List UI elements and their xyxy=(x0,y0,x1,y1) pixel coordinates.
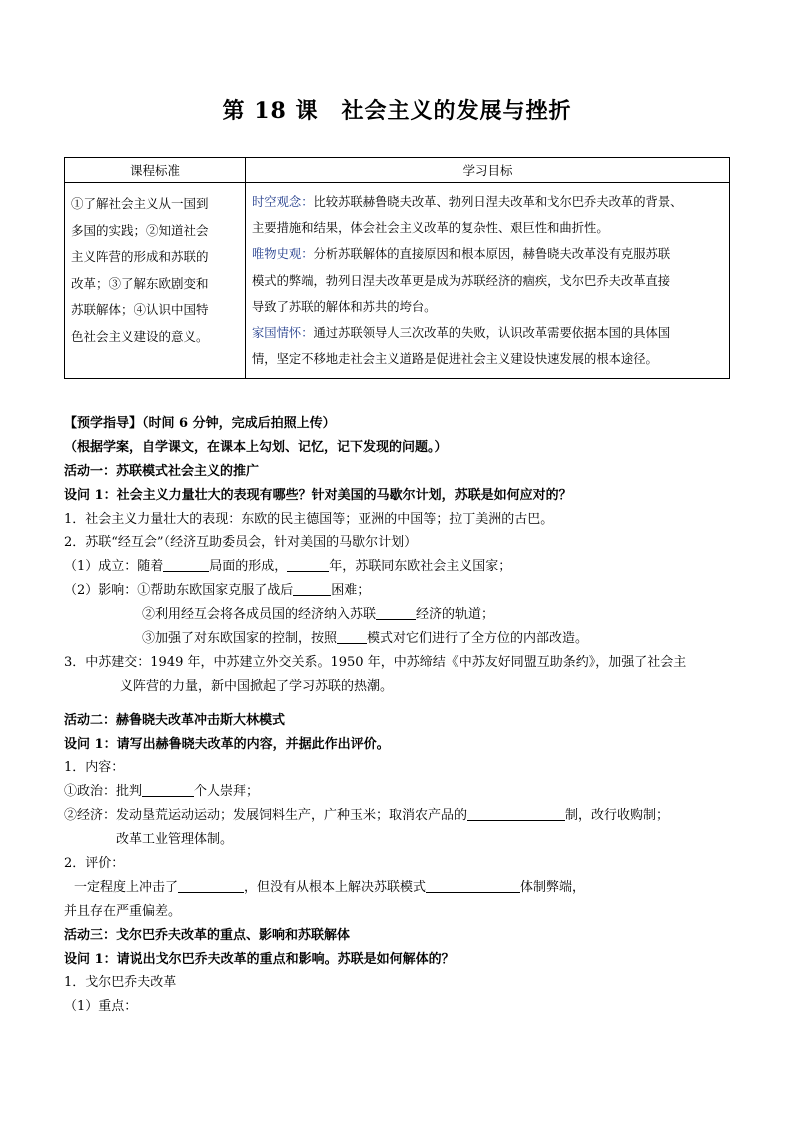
table-header-standard: 课程标准 xyxy=(65,158,246,183)
activity1-question: 设问 1：社会主义力量壮大的表现有哪些？针对美国的马歇尔计划，苏联是如何应对的？ xyxy=(64,487,572,503)
activity1-p5: ②利用经互会将各成员国的经济纳入苏联 经济的轨道； xyxy=(64,603,744,627)
activity1-p7: 3．中苏建交：1949 年，中苏建立外交关系。1950 年，中苏缔结《中苏友好同盟互助条约》，加强了社会主 xyxy=(64,654,687,670)
goal-text: 比较苏联赫鲁晓夫改革、勃列日涅夫改革和戈尔巴乔夫改革的背景、 xyxy=(313,195,683,209)
fill-blank[interactable] xyxy=(142,781,194,797)
activity2-p5: 2．评价： xyxy=(64,856,125,872)
goal-label: 时空观念： xyxy=(252,195,314,209)
activity1-p7b: 义阵营的力量，新中国掀起了学习苏联的热潮。 xyxy=(120,678,394,694)
standard-line: 多国的实践；②知道社会 xyxy=(71,222,209,238)
standard-line: ①了解社会主义从一国到 xyxy=(71,196,209,211)
preview-instruction: （根据学案，自学课文，在课本上勾划、记忆，记下发现的问题。） xyxy=(64,439,448,455)
activity2-p1: 1．内容： xyxy=(64,760,125,776)
worksheet-body xyxy=(64,412,744,1019)
activity1-p2: 2．苏联“经互会”（经济互助委员会，针对美国的马歇尔计划） xyxy=(64,535,418,551)
goal-text: 通过苏联领导人三次改革的失败，认识改革需要依据本国的具体国 xyxy=(313,326,671,341)
fill-blank[interactable] xyxy=(178,877,244,893)
goal-label: 家国情怀： xyxy=(252,326,314,341)
standard-line: 主义阵营的形成和苏联的 xyxy=(71,249,209,264)
activity3-p1: 1．戈尔巴乔夫改革 xyxy=(64,975,177,991)
curriculum-table xyxy=(64,157,730,379)
goal-patriotism xyxy=(252,320,723,372)
table-header-goals: 学习目标 xyxy=(246,158,730,183)
goal-label: 唯物史观： xyxy=(252,247,314,262)
standard-line: 苏联解体；④认识中国特 xyxy=(71,302,209,317)
goal-spacetime xyxy=(252,189,723,241)
fill-blank[interactable] xyxy=(287,556,329,572)
activity2-p2: ①政治：批判 个人崇拜； xyxy=(64,780,744,804)
fill-blank[interactable] xyxy=(337,628,367,644)
goal-text: 模式的弊端，勃列日涅夫改革更是成为苏联经济的痼疾，戈尔巴乔夫改革直接 xyxy=(252,273,671,288)
fill-blank[interactable] xyxy=(293,580,331,596)
page-title: 第 18 课 社会主义的发展与挫折 xyxy=(222,98,572,124)
activity2-title: 活动二：赫鲁晓夫改革冲击斯大林模式 xyxy=(64,712,286,728)
fill-blank[interactable] xyxy=(467,805,565,821)
learning-goals-cell xyxy=(246,183,730,379)
course-standards-cell xyxy=(65,183,246,379)
activity3-question: 设问 1：请说出戈尔巴乔夫改革的重点和影响。苏联是如何解体的？ xyxy=(64,951,455,967)
preview-heading: 【预学指导】（时间 6 分钟，完成后拍照上传） xyxy=(64,416,336,431)
goal-text: 主要措施和结果，体会社会主义改革的复杂性、艰巨性和曲折性。 xyxy=(252,221,609,236)
fill-blank[interactable] xyxy=(426,877,520,893)
activity1-p6: ③加强了对东欧国家的控制，按照 模式对它们进行了全方位的内部改造。 xyxy=(64,627,744,651)
activity2-p7: 并且存在严重偏差。 xyxy=(64,903,182,919)
fill-blank[interactable] xyxy=(163,556,209,572)
activity3-p2: （1）重点： xyxy=(64,999,138,1015)
standard-line: 改革；③了解东欧剧变和 xyxy=(71,275,209,291)
activity2-question: 设问 1：请写出赫鲁晓夫改革的内容，并据此作出评价。 xyxy=(64,736,390,752)
activity3-title: 活动三：戈尔巴乔夫改革的重点、影响和苏联解体 xyxy=(64,927,351,943)
standard-line: 色社会主义建设的意义。 xyxy=(71,328,209,344)
activity2-p4: 改革工业管理体制。 xyxy=(116,832,234,848)
activity1-p4: （2）影响：①帮助东欧国家克服了战后 困难； xyxy=(64,579,744,603)
activity2-p6: 一定程度上冲击了 ，但没有从根本上解决苏联模式 体制弊端， xyxy=(64,876,744,900)
activity1-p3: （1）成立：随着 局面的形成， 年，苏联同东欧社会主义国家； xyxy=(64,555,744,579)
goal-text: 分析苏联解体的直接原因和根本原因，赫鲁晓夫改革没有克服苏联 xyxy=(313,247,671,262)
activity2-p3: ②经济：发动垦荒运动运动；发展饲料生产，广种玉米；取消农产品的 制，改行收购制； xyxy=(64,804,744,828)
activity1-p1: 1．社会主义力量壮大的表现：东欧的民主德国等；亚洲的中国等；拉丁美洲的古巴。 xyxy=(64,511,554,527)
goal-text: 情，坚定不移地走社会主义道路是促进社会主义建设快速发展的根本途径。 xyxy=(252,352,658,367)
goal-text: 导致了苏联的解体和苏共的垮台。 xyxy=(252,299,437,314)
goal-materialism xyxy=(252,241,723,320)
activity1-title: 活动一：苏联模式社会主义的推广 xyxy=(64,463,260,479)
fill-blank[interactable] xyxy=(376,604,416,620)
